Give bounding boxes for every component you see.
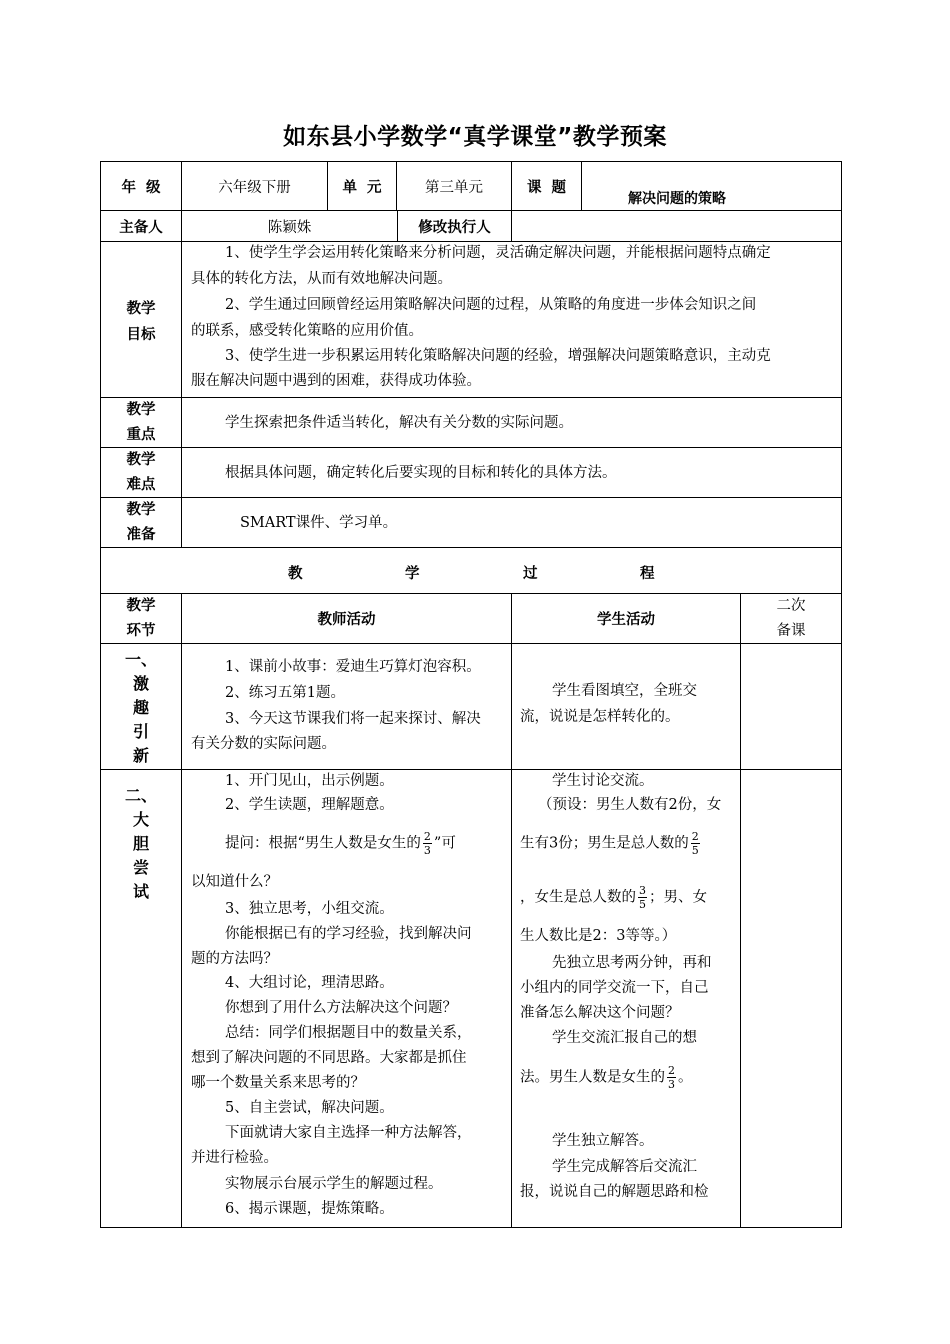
- goal-line: 具体的转化方法，从而有效地解决问题。: [191, 271, 452, 287]
- stage1-student-cell: [511, 643, 741, 770]
- stage1-teacher-line: 有关分数的实际问题。: [191, 736, 336, 752]
- fraction-numerator: 2: [668, 1064, 675, 1077]
- stage2-student-line: 报，说说自己的解题思路和检: [520, 1184, 709, 1200]
- second-header-2: 备课: [776, 623, 806, 639]
- stage2-teacher-line: 想到了解决问题的不同思路。大家都是抓住: [191, 1050, 467, 1066]
- unit-value-cell: [396, 161, 512, 211]
- stage2-teacher-line: 以知道什么？: [191, 874, 278, 890]
- process-char: 程: [640, 566, 655, 582]
- stage2-teacher-line: 哪一个数量关系来思考的？: [191, 1075, 365, 1091]
- stage-header-1: 教学: [126, 598, 156, 614]
- grade-value-cell: [181, 161, 328, 211]
- goals-label-cell: [100, 241, 182, 398]
- fraction-numerator: 2: [691, 830, 699, 843]
- stage2-second-cell: [740, 769, 842, 1228]
- teacher-column-header: [181, 593, 512, 644]
- stage2-student-line: 先独立思考两分钟，再和: [552, 955, 712, 971]
- grade-label-cell: [100, 161, 182, 211]
- stage2-student-line: 学生独立解答。: [552, 1133, 654, 1149]
- stage2-student-line: [520, 1064, 693, 1091]
- stage2-char: 大: [132, 810, 149, 829]
- difficulty-content-cell: [181, 447, 842, 498]
- stage2-teacher-line: 6、揭示课题，提炼策略。: [225, 1201, 394, 1217]
- process-char: 教: [288, 566, 303, 582]
- fraction-denominator: 3: [668, 1078, 675, 1091]
- stage2-char: 二、: [124, 786, 157, 805]
- process-char: 过: [523, 566, 538, 582]
- goal-line: 3、使学生进一步积累运用转化策略解决问题的经验，增强解决问题策略意识，主动克: [225, 348, 771, 364]
- prep-text: SMART课件、学习单。: [240, 515, 398, 531]
- preparer-value: 陈颖姝: [267, 219, 312, 236]
- goal-line: 的联系，感受转化策略的应用价值。: [191, 323, 423, 339]
- fraction-denominator: 3: [423, 844, 431, 857]
- stage-header-2: 环节: [126, 623, 156, 639]
- grade-value: 六年级下册: [218, 179, 291, 196]
- topic-value-cell: [581, 161, 842, 211]
- reviser-label: 修改执行人: [418, 219, 491, 236]
- student-column-header: [511, 593, 741, 644]
- fraction-two-thirds: [423, 830, 432, 857]
- reviser-label-cell: [397, 210, 512, 242]
- topic-label: 课 题: [526, 179, 567, 196]
- fraction-denominator: 5: [639, 898, 646, 911]
- stage2-teacher-line: 5、自主尝试，解决问题。: [225, 1100, 394, 1116]
- key-text: 学生探索把条件适当转化，解决有关分数的实际问题。: [225, 415, 573, 431]
- stage2-student-line: 生人数比是2：3等等。）: [520, 928, 677, 944]
- student-fraction-prefix: 生有3份；男生是总人数的: [520, 835, 689, 852]
- stage2-student-line: 小组内的同学交流一下，自己: [520, 980, 709, 996]
- reviser-value-cell: [511, 210, 842, 242]
- stage1-char: 引: [132, 722, 149, 741]
- student-fraction-suffix: ；男、女: [649, 889, 707, 906]
- key-label-2: 重点: [126, 427, 156, 443]
- second-header-1: 二次: [776, 598, 806, 614]
- stage1-label-cell: [100, 643, 182, 770]
- topic-value: 解决问题的策略: [628, 191, 726, 207]
- stage2-student-line: 学生交流汇报自己的想: [552, 1030, 697, 1046]
- page-title: 如东县小学数学“真学课堂”教学预案: [283, 124, 667, 150]
- stage2-teacher-line: 并进行检验。: [191, 1150, 278, 1166]
- stage1-teacher-cell: [181, 643, 512, 770]
- stage2-teacher-line: 题的方法吗？: [191, 951, 278, 967]
- difficulty-label-cell: [100, 447, 182, 498]
- stage1-teacher-line: 1、课前小故事：爱迪生巧算灯泡容积。: [225, 659, 481, 675]
- goals-label-1: 教学: [126, 301, 156, 317]
- stage2-student-line: 学生讨论交流。: [552, 773, 654, 789]
- stage2-teacher-cell: [181, 769, 512, 1228]
- question-suffix: ”可: [433, 835, 456, 852]
- stage1-student-line: 学生看图填空，全班交: [552, 683, 697, 699]
- stage2-teacher-line: 你能根据已有的学习经验，找到解决问: [225, 926, 472, 942]
- fraction-numerator: 3: [639, 884, 646, 897]
- preparer-label-cell: [100, 210, 182, 242]
- prep-label-1: 教学: [126, 502, 156, 518]
- stage2-char: 尝: [132, 858, 149, 877]
- grade-label: 年 级: [121, 179, 161, 196]
- key-content-cell: [181, 397, 842, 448]
- fraction-two-fifths: [691, 830, 700, 857]
- stage2-student-cell: [511, 769, 741, 1228]
- difficulty-text: 根据具体问题，确定转化后要实现的目标和转化的具体方法。: [225, 465, 617, 481]
- prep-label-cell: [100, 497, 182, 548]
- stage2-teacher-line: 4、大组讨论，理清思路。: [225, 975, 394, 991]
- stage2-student-line: 准备怎么解决这个问题？: [520, 1005, 680, 1021]
- stage1-char: 新: [132, 746, 149, 765]
- process-header-cell: [100, 547, 842, 594]
- stage2-student-line: [520, 830, 702, 857]
- preparer-value-cell: [181, 210, 398, 242]
- stage1-teacher-line: 3、今天这节课我们将一起来探讨、解决: [225, 711, 481, 727]
- stage1-student-line: 流，说说是怎样转化的。: [520, 709, 680, 725]
- stage2-student-line: （预设：男生人数有2份，女: [538, 797, 722, 813]
- preparer-label: 主备人: [119, 219, 163, 236]
- unit-value: 第三单元: [425, 179, 483, 196]
- stage2-teacher-line: 1、开门见山，出示例题。: [225, 773, 394, 789]
- stage2-student-line: [520, 884, 707, 911]
- goal-line: 1、使学生学会运用转化策略来分析问题，灵活确定解决问题，并能根据问题特点确定: [225, 245, 771, 261]
- prep-label-2: 准备: [126, 527, 156, 543]
- student-fraction-prefix: 法。男生人数是女生的: [520, 1069, 665, 1086]
- goals-label-2: 目标: [126, 327, 156, 343]
- stage2-char: 胆: [132, 834, 149, 853]
- goals-content-cell: [181, 241, 842, 398]
- stage2-teacher-line: 实物展示台展示学生的解题过程。: [225, 1176, 443, 1192]
- prep-content-cell: [181, 497, 842, 548]
- stage-column-header: [100, 593, 182, 644]
- stage1-char: 一、: [124, 650, 157, 669]
- process-char: 学: [405, 566, 420, 582]
- difficulty-label-2: 难点: [126, 477, 156, 493]
- unit-label-cell: [327, 161, 397, 211]
- goal-line: 服在解决问题中遇到的困难，获得成功体验。: [191, 373, 481, 389]
- stage1-second-cell: [740, 643, 842, 770]
- fraction-denominator: 5: [691, 844, 699, 857]
- second-column-header: [740, 593, 842, 644]
- key-label-cell: [100, 397, 182, 448]
- stage2-teacher-line: [225, 830, 456, 857]
- goal-line: 2、学生通过回顾曾经运用策略解决问题的过程，从策略的角度进一步体会知识之间: [225, 297, 757, 313]
- topic-label-cell: [511, 161, 582, 211]
- stage2-teacher-line: 下面就请大家自主选择一种方法解答，: [225, 1125, 472, 1141]
- fraction-numerator: 2: [423, 830, 431, 843]
- stage2-label-cell: [100, 769, 182, 1228]
- stage1-char: 趣: [132, 698, 149, 717]
- question-prefix: 提问：根据“男生人数是女生的: [225, 835, 421, 852]
- stage1-teacher-line: 2、练习五第1题。: [225, 685, 345, 701]
- fraction-two-thirds: [667, 1064, 676, 1091]
- stage2-teacher-line: 你想到了用什么方法解决这个问题？: [225, 1000, 457, 1016]
- student-fraction-prefix: ，女生是总人数的: [520, 889, 636, 906]
- unit-label: 单 元: [342, 179, 382, 196]
- stage2-teacher-line: 3、独立思考，小组交流。: [225, 901, 394, 917]
- student-header: 学生活动: [597, 612, 655, 628]
- difficulty-label-1: 教学: [126, 452, 156, 468]
- stage2-student-line: 学生完成解答后交流汇: [552, 1159, 697, 1175]
- student-fraction-suffix: 。: [678, 1069, 693, 1086]
- stage2-teacher-line: 总结：同学们根据题目中的数量关系，: [225, 1025, 472, 1041]
- stage2-teacher-line: 2、学生读题，理解题意。: [225, 797, 394, 813]
- stage2-char: 试: [132, 882, 149, 901]
- stage1-char: 激: [132, 674, 149, 693]
- key-label-1: 教学: [126, 402, 156, 418]
- teacher-header: 教师活动: [317, 612, 376, 628]
- fraction-three-fifths: [638, 884, 647, 911]
